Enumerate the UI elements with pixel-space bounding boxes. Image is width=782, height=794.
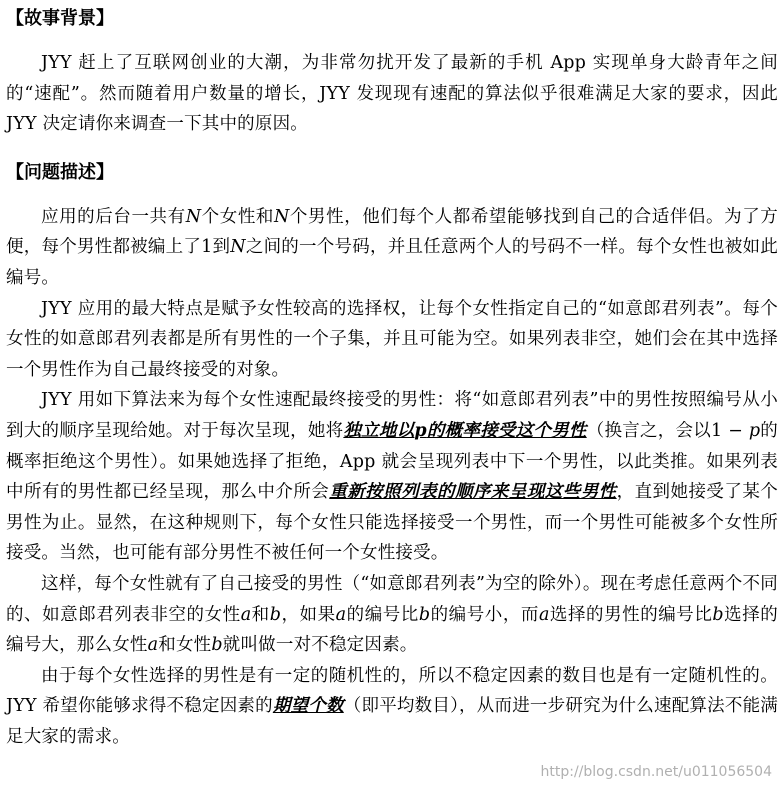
text-run: 应用的后台一共有 [41, 206, 186, 227]
problem-paragraph-5 [6, 661, 778, 753]
math-a: a [335, 604, 347, 625]
problem-heading: 【问题描述】 [6, 161, 114, 183]
math-a: a [240, 604, 252, 625]
text-run: 和 [251, 604, 270, 625]
text-run: 和女性 [158, 635, 212, 656]
text-run: 的概率接受这个男性 [426, 420, 587, 441]
math-one-minus: 1 − [710, 420, 749, 441]
math-a: a [147, 635, 159, 656]
text-run: 的编号比 [346, 604, 419, 625]
text-run: 选择的编号大，那么女性 [6, 604, 778, 656]
problem-paragraph-1 [6, 202, 778, 294]
problem-paragraph-4 [6, 569, 778, 661]
math-N: N [185, 206, 202, 227]
text-run: JYY 用如下算法来为每个女性速配最终接受的男性：将“如意郎君列表”中的男性按照编号从小到大的顺序呈现给她。对于每次呈现，她将 [6, 390, 778, 441]
math-b: b [269, 604, 282, 625]
text-run: 就叫做一对不稳定因素。 [222, 635, 418, 656]
text-run: （即平均数目），从而进一步研究为什么速配算法不能满足大家的需求。 [6, 696, 778, 747]
watermark: http://blog.csdn.net/u011056504 [540, 764, 772, 780]
background-heading: 【故事背景】 [6, 8, 114, 29]
emphasis-restart: 重新按照列表的顺序来呈现这些男性 [329, 482, 617, 503]
text-run: ，如果 [281, 604, 336, 625]
problem-paragraph-2: JYY 应用的最大特点是赋予女性较高的选择权，让每个女性指定自己的“如意郎君列表”。每个女性的如意郎君列表都是所有男性的一个子集，并且可能为空。如果列表非空，她们会在其中选择一个男性作为自己最终接受的对象。 [6, 298, 778, 380]
math-p: p [414, 420, 427, 441]
background-paragraph: JYY 赶上了互联网创业的大潮，为非常勿扰开发了最新的手机 App 实现单身大龄青年之间的“速配”。然而随着用户数量的增长，JYY 发现现有速配的算法似乎很难满足大家的要求，因此 JYY 决定请你来调查一下其中的原因。 [6, 53, 778, 135]
document [6, 4, 778, 752]
problem-paragraph-3 [6, 385, 778, 569]
math-N: N [274, 206, 290, 227]
text-run: ，直到她接受了某个男性为止。显然，在这种规则下，每个女性只能选择接受一个男性，而一个男性可能被多个女性所接受。当然，也可能有部分男性不被任何一个女性接受。 [6, 482, 778, 564]
text-run: 的编号小，而 [430, 604, 539, 625]
text-run: 个女性和 [201, 206, 275, 227]
text-run: 由于每个女性选择的男性是有一定的随机性的，所以不稳定因素的数目也是有一定随机性的。JYY 希望你能够求得不稳定因素的 [6, 665, 778, 717]
math-a: a [538, 604, 550, 625]
text-run: 选择的男性的编号比 [549, 604, 713, 625]
math-b: b [211, 635, 223, 656]
emphasis-accept [343, 421, 586, 441]
text-run: 的概率拒绝这个男性）。如果她选择了拒绝，App 就会呈现列表中下一个男性，以此类推。如果列表中所有的男性都已经呈现，那么中介所会 [6, 420, 778, 503]
math-N: N [230, 237, 246, 258]
text-run: 之间的一个号码，并且任意两个人的号码不一样。每个女性也被如此编号。 [6, 237, 778, 288]
text-run: 个男性，他们每个人都希望能够找到自己的合适伴侣。为了方便，每个男性都被编上了1到 [6, 206, 778, 258]
math-p: p [748, 420, 761, 441]
math-b: b [418, 604, 431, 625]
math-b: b [712, 604, 724, 625]
text-run: 独立地以 [343, 420, 415, 441]
text-run: 这样，每个女性就有了自己接受的男性（“如意郎君列表”为空的除外）。现在考虑任意两个不同的、如意郎君列表非空的女性 [6, 573, 778, 625]
text-run: （换言之，会以 [586, 420, 711, 441]
emphasis-expected-count: 期望个数 [272, 696, 344, 717]
